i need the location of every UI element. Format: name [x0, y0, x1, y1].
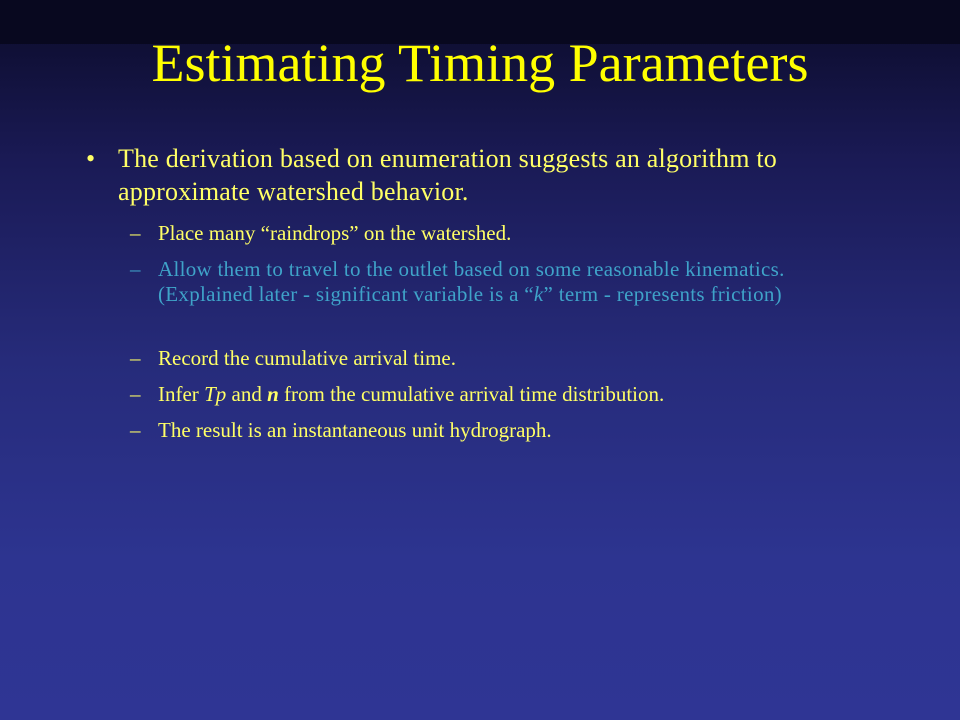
sub-item-text-part: from the cumulative arrival time distribution. — [278, 382, 665, 406]
sub-item-text — [158, 257, 848, 307]
sub-item-text — [158, 346, 848, 371]
sub-item-text-part: and — [226, 382, 268, 406]
bullet-marker: • — [86, 144, 96, 173]
sub-item-text — [158, 418, 848, 443]
main-bullet-text: The derivation based on enumeration suggests an algorithm to approximate watershed behavior. — [118, 144, 777, 206]
sub-item-text — [158, 221, 848, 246]
dash-marker: – — [130, 221, 141, 245]
sub-item-text-part: The result is an instantaneous unit hydrograph. — [158, 418, 552, 442]
sub-item-text-part: Allow them to travel to the outlet based on some reasonable kinematics. (Explained later - significant variable is a “ — [158, 257, 785, 306]
sub-item-emphasis: k — [533, 282, 544, 306]
dash-marker: – — [130, 418, 141, 442]
sub-item-text — [158, 382, 848, 407]
dash-marker: – — [130, 346, 141, 370]
sub-item-text-part: ” term - represents friction) — [543, 282, 782, 306]
sub-item-emphasis: Tp — [204, 382, 227, 406]
dash-marker: – — [130, 382, 141, 406]
slide-title: Estimating Timing Parameters — [151, 33, 809, 93]
sub-item-text-part: Infer — [158, 382, 205, 406]
sub-item-text-part: Record the cumulative arrival time. — [158, 346, 456, 370]
sub-item-text-part: Place many “raindrops” on the watershed. — [158, 221, 512, 245]
dash-marker: – — [130, 257, 141, 281]
sub-item-emphasis: n — [267, 382, 279, 406]
